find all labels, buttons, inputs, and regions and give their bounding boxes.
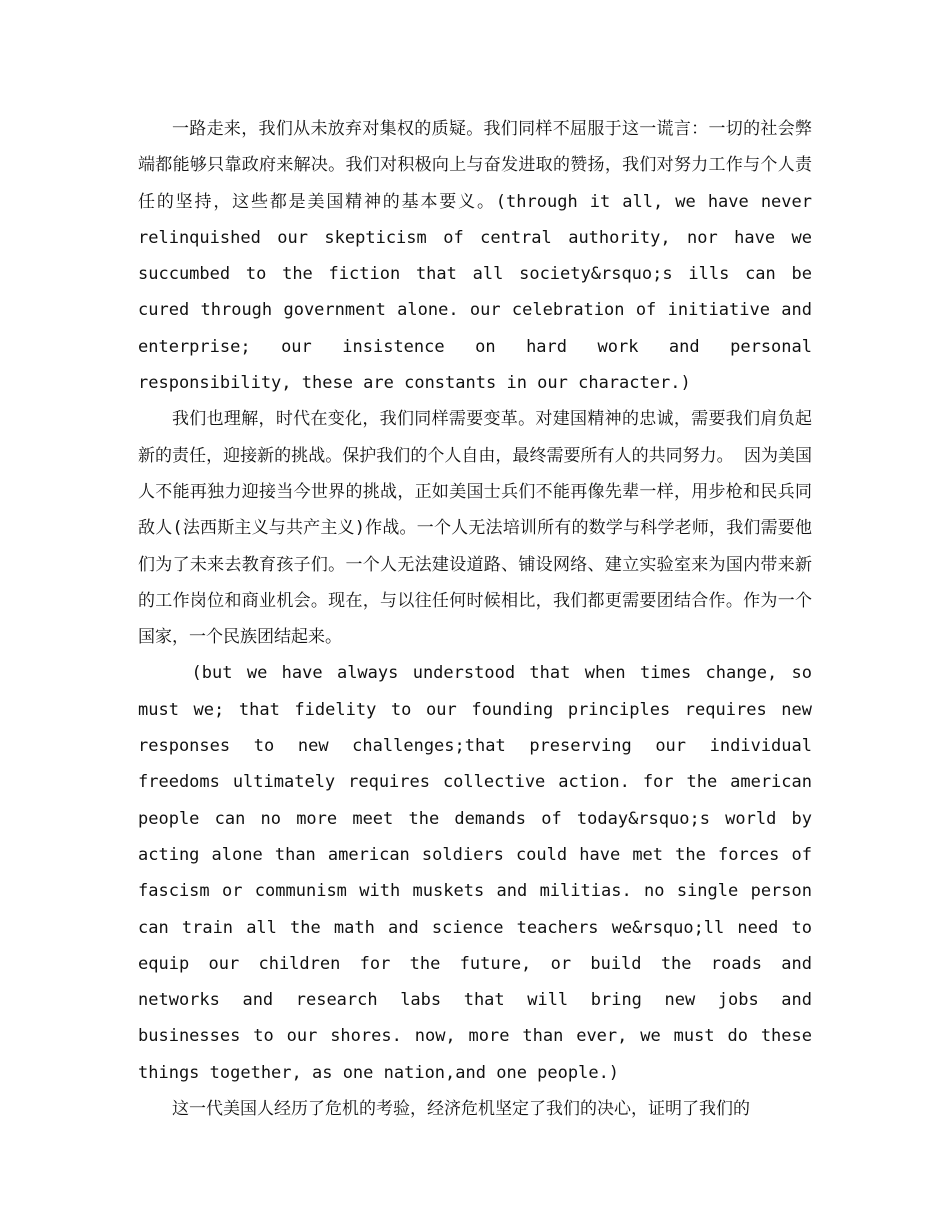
paragraph-generation: 这一代美国人经历了危机的考验，经济危机坚定了我们的决心，证明了我们的 — [172, 1099, 750, 1120]
paragraph-change-cn: 我们也理解，时代在变化，我们同样需要变革。对建国精神的忠诚，需要我们肩负起新的责任，迎接新的挑战。保护我们的个人自由，最终需要所有人的共同努力。 因为美国人不能再独力迎接当今世界的挑战，正如美国士兵们不能再像先辈一样，用步枪和民兵同敌人(法西斯主义与共产主义)作战。一个人无法培训所有的数学与科学老师，我们需要他们为了未来去教育孩子们。一个人无法建设道路、铺设网络、建立实验室来为国内带来新的工作岗位和商业机会。现在，与以往任何时候相比，我们都更需要团结合作。作为一个国家，一个民族团结起来。 — [138, 409, 812, 648]
paragraph-change-en: (but we have always understood that when times change, so must we; that fidelity to our founding principles requires new responses to new challenges;that preserving our individual freedoms ultimately requires collective action. for the american people can no more meet the demands of today&rsquo;s world by acting alone than american soldiers could have met the forces of fascism or communism with muskets and militias. no single person can train all the math and science teachers we&rsquo;ll need to equip our children for the future, or build the roads and networks and research labs that will bring new jobs and businesses to our shores. now, more than ever, we must do these things together, as one nation,and one people.) — [138, 663, 812, 1083]
document-body — [138, 111, 812, 1127]
paragraph-authority: 一路走来，我们从未放弃对集权的质疑。我们同样不屈服于这一谎言：一切的社会弊端都能够只靠政府来解决。我们对积极向上与奋发进取的赞扬，我们对努力工作与个人责任的坚持，这些都是美国精神的基本要义。(through it all, we have never relinquished our skepticism of central authority, nor have we succumbed to the fiction that all society&rsquo;s ills can be cured through government alone. our celebration of initiative and enterprise; our insistence on hard work and personal responsibility, these are constants in our character.) — [138, 119, 812, 394]
